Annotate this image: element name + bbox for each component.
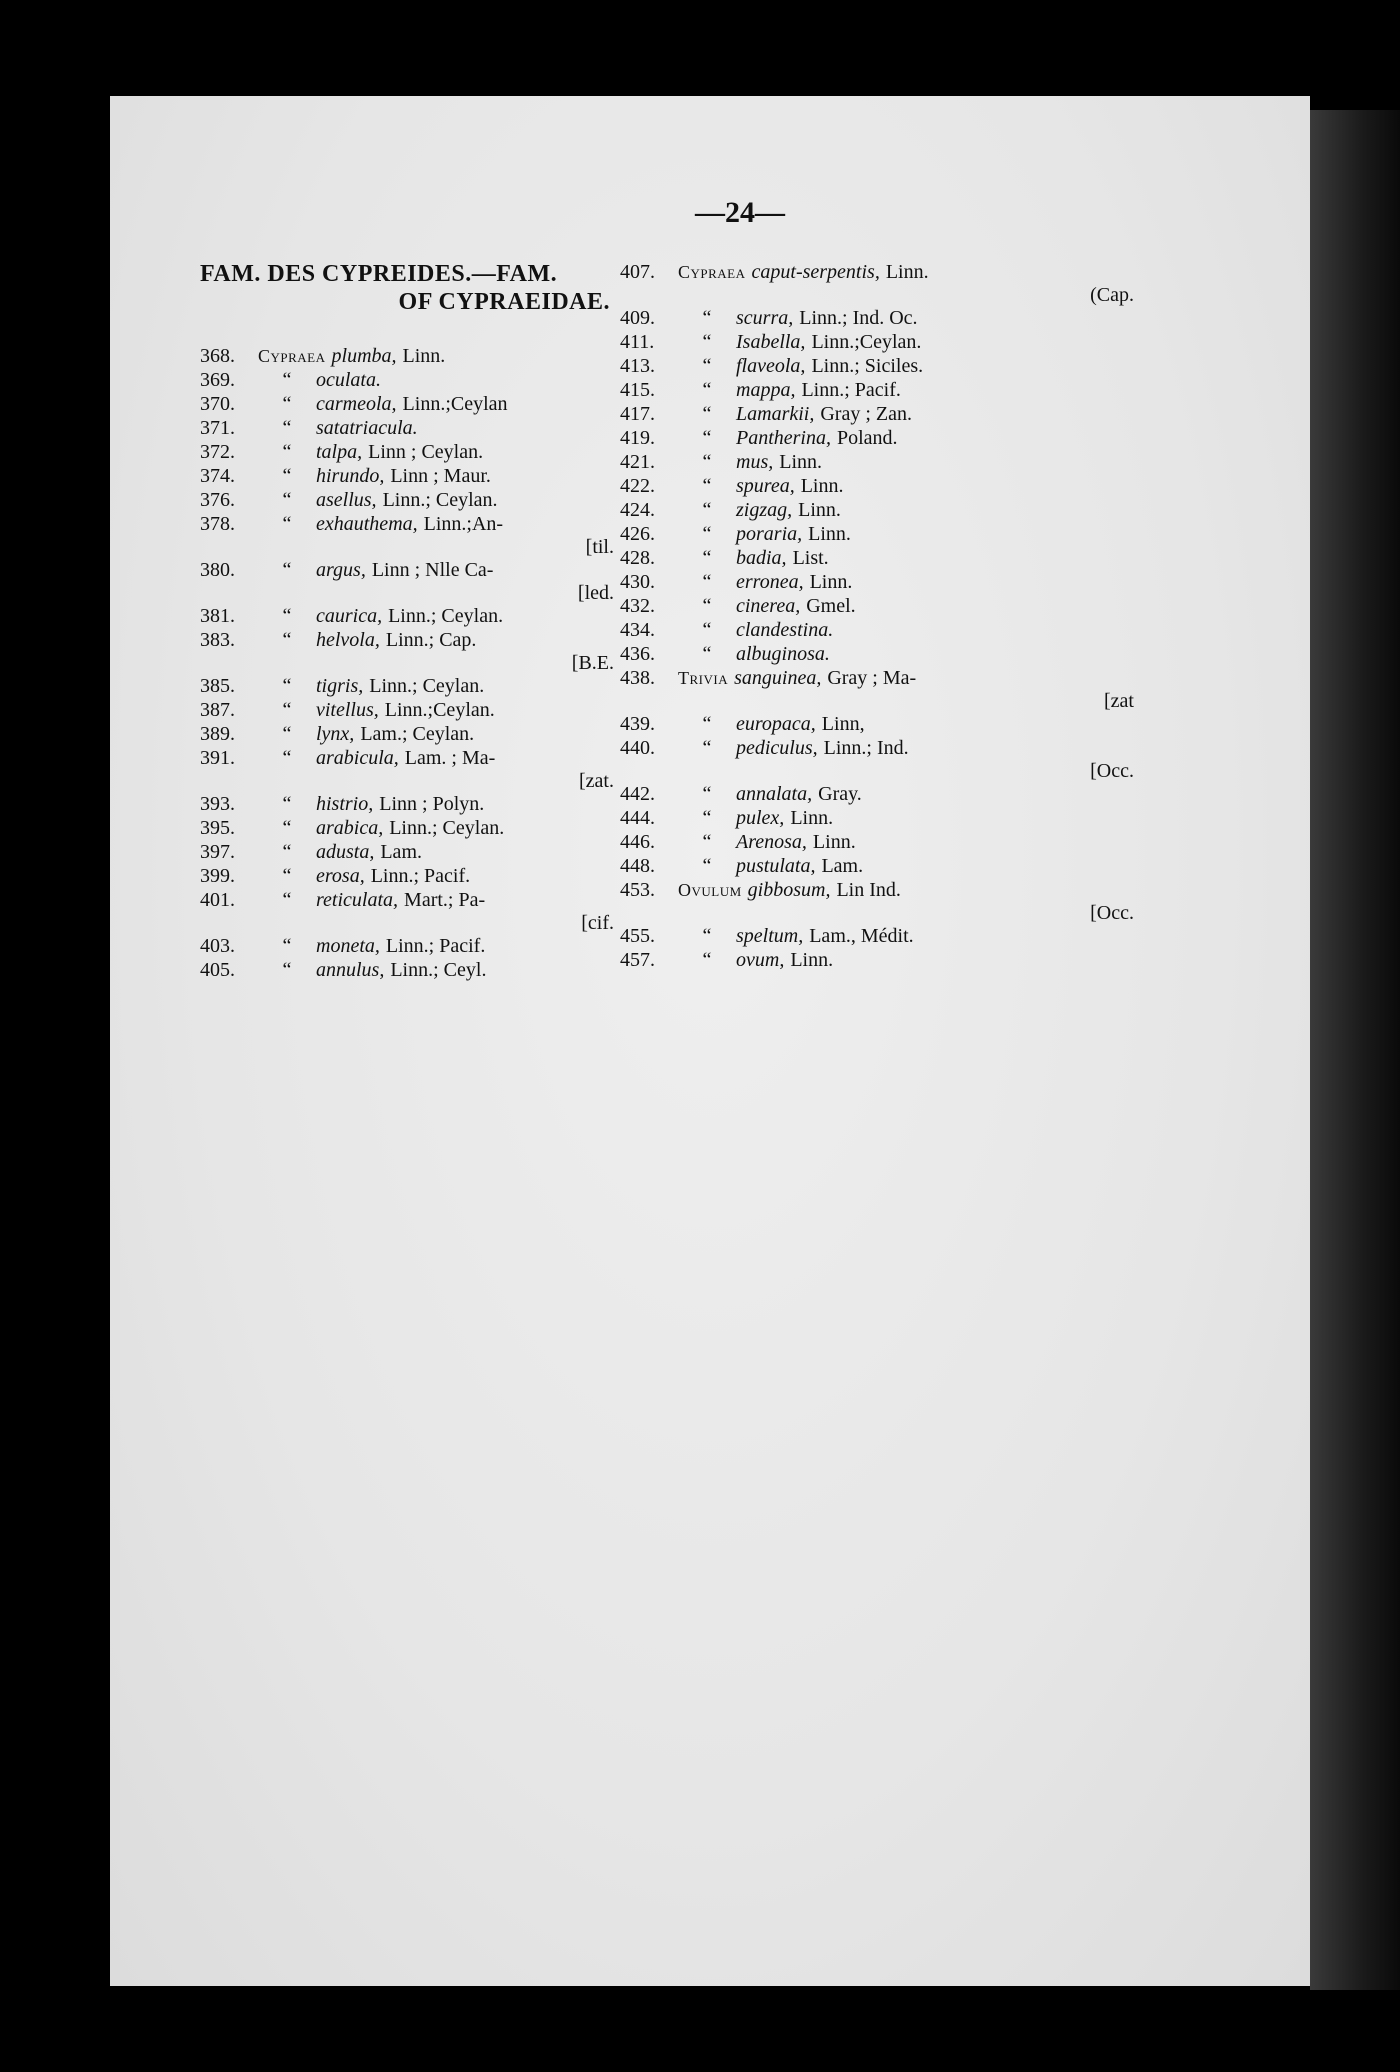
ditto-mark: “ xyxy=(702,499,712,521)
entry-row xyxy=(620,712,1140,736)
authority-locality: Linn. xyxy=(790,807,834,829)
authority-locality: Lam. xyxy=(380,841,422,863)
entry-row xyxy=(200,464,620,488)
species-name: carmeola, xyxy=(316,393,397,415)
entry-number: 421. xyxy=(620,451,655,473)
entry-number: 444. xyxy=(620,807,655,829)
species-name: plumba, xyxy=(331,345,397,367)
continuation-line: [Occ. xyxy=(1090,760,1134,782)
authority-locality: Lam. ; Ma- xyxy=(404,747,496,769)
entry-number: 391. xyxy=(200,747,235,769)
species-name: badia, xyxy=(736,547,787,569)
species-name: reticulata, xyxy=(316,889,399,911)
ditto-mark: “ xyxy=(702,451,712,473)
entry-number: 424. xyxy=(620,499,655,521)
authority-locality: Linn ; Ceylan. xyxy=(368,441,484,463)
entry-number: 393. xyxy=(200,793,235,815)
entry-row xyxy=(620,570,1140,594)
authority-locality: Lam., Médit. xyxy=(809,925,914,947)
species-name: pulex, xyxy=(736,807,785,829)
entry-number: 434. xyxy=(620,619,655,641)
authority-locality: Linn.; Ceylan. xyxy=(389,817,505,839)
entry-number: 383. xyxy=(200,629,235,651)
entry-row xyxy=(620,546,1140,570)
ditto-mark: “ xyxy=(702,713,712,735)
species-name: oculata. xyxy=(316,369,381,391)
entry-row xyxy=(620,924,1140,948)
entry-number: 374. xyxy=(200,465,235,487)
continuation-line: [til. xyxy=(585,536,614,558)
entry-number: 430. xyxy=(620,571,655,593)
entry-row xyxy=(620,736,1140,760)
authority-locality: Linn ; Polyn. xyxy=(379,793,485,815)
entry-row xyxy=(620,948,1140,972)
authority-locality: Gray. xyxy=(818,783,862,805)
entry-row xyxy=(620,522,1140,546)
authority-locality: Lin Ind. xyxy=(836,879,901,901)
entry-row xyxy=(620,402,1140,426)
authority-locality: Linn. xyxy=(800,475,844,497)
species-name: erronea, xyxy=(736,571,804,593)
entry-row xyxy=(200,934,620,958)
authority-locality: Linn.; Ceyl. xyxy=(390,959,487,981)
authority-locality: Mart.; Pa- xyxy=(404,889,486,911)
entry-row xyxy=(200,698,620,722)
entry-number: 411. xyxy=(620,331,655,353)
entry-row xyxy=(200,746,620,770)
entry-row xyxy=(200,392,620,416)
ditto-mark: “ xyxy=(702,475,712,497)
species-name: mappa, xyxy=(736,379,796,401)
species-name: sanguinea, xyxy=(734,667,822,689)
species-name: clandestina. xyxy=(736,619,834,641)
ditto-mark: “ xyxy=(702,331,712,353)
entry-row xyxy=(620,806,1140,830)
species-name: vitellus, xyxy=(316,699,379,721)
authority-locality: Linn.;Ceylan. xyxy=(384,699,495,721)
entry-row xyxy=(620,618,1140,642)
entry-row xyxy=(620,642,1140,666)
ditto-mark: “ xyxy=(282,747,292,769)
entry-number: 369. xyxy=(200,369,235,391)
entry-row xyxy=(200,488,620,512)
heading-line-2: OF CYPRAEIDAE. xyxy=(398,289,610,315)
ditto-mark: “ xyxy=(282,393,292,415)
species-name: europaca, xyxy=(736,713,816,735)
species-name: satatriacula. xyxy=(316,417,418,439)
entry-number: 426. xyxy=(620,523,655,545)
entry-number: 422. xyxy=(620,475,655,497)
ditto-mark: “ xyxy=(702,523,712,545)
entry-row xyxy=(200,512,620,536)
entry-number: 407. xyxy=(620,261,655,283)
entry-number: 401. xyxy=(200,889,235,911)
authority-locality: Linn.; Pacif. xyxy=(385,935,486,957)
entry-number: 399. xyxy=(200,865,235,887)
entry-number: 385. xyxy=(200,675,235,697)
ditto-mark: “ xyxy=(282,369,292,391)
species-name: erosa, xyxy=(316,865,365,887)
entry-number: 395. xyxy=(200,817,235,839)
ditto-mark: “ xyxy=(702,427,712,449)
entry-row xyxy=(200,840,620,864)
ditto-mark: “ xyxy=(702,379,712,401)
entry-number: 439. xyxy=(620,713,655,735)
authority-locality: Linn. xyxy=(809,571,853,593)
species-name: tigris, xyxy=(316,675,364,697)
entry-number: 440. xyxy=(620,737,655,759)
ditto-mark: “ xyxy=(702,831,712,853)
species-name: moneta, xyxy=(316,935,380,957)
species-name: caurica, xyxy=(316,605,383,627)
species-name: spurea, xyxy=(736,475,795,497)
ditto-mark: “ xyxy=(702,807,712,829)
authority-locality: Linn.;Ceylan. xyxy=(811,331,922,353)
continuation-line: (Cap. xyxy=(1090,284,1134,306)
ditto-mark: “ xyxy=(282,675,292,697)
authority-locality: Linn. xyxy=(885,261,929,283)
heading-line-1: FAM. DES CYPREIDES.—FAM. xyxy=(200,261,558,287)
continuation-line: [cif. xyxy=(581,912,614,934)
species-name: lynx, xyxy=(316,723,355,745)
species-name: asellus, xyxy=(316,489,377,511)
book-spine-shadow xyxy=(1310,110,1400,1990)
entry-row xyxy=(200,368,620,392)
authority-locality: Linn. xyxy=(779,451,823,473)
species-name: pustulata, xyxy=(736,855,816,877)
ditto-mark: “ xyxy=(702,949,712,971)
family-heading xyxy=(200,260,620,316)
species-name: adusta, xyxy=(316,841,375,863)
species-name: exhauthema, xyxy=(316,513,418,535)
ditto-mark: “ xyxy=(702,403,712,425)
continuation-line: [B.E. xyxy=(571,652,614,674)
species-name: arabica, xyxy=(316,817,384,839)
entry-number: 413. xyxy=(620,355,655,377)
ditto-mark: “ xyxy=(282,841,292,863)
authority-locality: Linn.; Ceylan. xyxy=(382,489,498,511)
continuation-line: [zat. xyxy=(579,770,614,792)
authority-locality: Linn.; Cap. xyxy=(385,629,477,651)
ditto-mark: “ xyxy=(282,559,292,581)
entry-number: 371. xyxy=(200,417,235,439)
entry-row xyxy=(200,604,620,628)
ditto-mark: “ xyxy=(702,595,712,617)
entry-number: 389. xyxy=(200,723,235,745)
authority-locality: Linn.;Ceylan xyxy=(402,393,508,415)
species-name: argus, xyxy=(316,559,366,581)
ditto-mark: “ xyxy=(702,619,712,641)
species-name: scurra, xyxy=(736,307,794,329)
entry-row xyxy=(620,854,1140,878)
authority-locality: Linn, xyxy=(821,713,865,735)
entry-number: 419. xyxy=(620,427,655,449)
entry-row xyxy=(200,440,620,464)
genus-name: Ovulum xyxy=(678,880,742,900)
ditto-mark: “ xyxy=(282,723,292,745)
authority-locality: Linn. xyxy=(808,523,851,545)
continuation-line: [Occ. xyxy=(1090,902,1134,924)
entry-number: 387. xyxy=(200,699,235,721)
authority-locality: Linn.; Siciles. xyxy=(811,355,924,377)
species-name: arabicula, xyxy=(316,747,399,769)
entry-number: 455. xyxy=(620,925,655,947)
entry-row xyxy=(620,594,1140,618)
authority-locality: Poland. xyxy=(837,427,898,449)
authority-locality: Linn.; Ind. Oc. xyxy=(799,307,918,329)
ditto-mark: “ xyxy=(282,441,292,463)
entry-row xyxy=(200,958,620,982)
authority-locality: Lam.; Ceylan. xyxy=(360,723,475,745)
authority-locality: Linn ; Nlle Ca- xyxy=(371,559,494,581)
entry-number: 376. xyxy=(200,489,235,511)
ditto-mark: “ xyxy=(282,935,292,957)
species-name: talpa, xyxy=(316,441,363,463)
ditto-mark: “ xyxy=(282,889,292,911)
entry-number: 428. xyxy=(620,547,655,569)
authority-locality: Lam. xyxy=(821,855,864,877)
entry-row xyxy=(200,416,620,440)
left-entry-list xyxy=(200,344,620,982)
species-name: Pantherina, xyxy=(736,427,831,449)
left-column xyxy=(200,260,620,982)
ditto-mark: “ xyxy=(702,355,712,377)
species-name: pediculus, xyxy=(736,737,818,759)
entry-row xyxy=(200,674,620,698)
ditto-mark: “ xyxy=(282,793,292,815)
entry-number: 397. xyxy=(200,841,235,863)
species-name: helvola, xyxy=(316,629,380,651)
entry-number: 380. xyxy=(200,559,235,581)
entry-row xyxy=(620,426,1140,450)
species-name: speltum, xyxy=(736,925,804,947)
entry-number: 378. xyxy=(200,513,235,535)
genus-name: Cypraea xyxy=(678,262,746,282)
authority-locality: Linn. xyxy=(402,345,446,367)
ditto-mark: “ xyxy=(282,959,292,981)
species-name: Isabella, xyxy=(736,331,806,353)
ditto-mark: “ xyxy=(282,465,292,487)
entry-row xyxy=(200,888,620,912)
entry-row xyxy=(620,450,1140,474)
entry-number: 381. xyxy=(200,605,235,627)
species-name: poraria, xyxy=(736,523,803,545)
species-name: Arenosa, xyxy=(736,831,807,853)
entry-number: 446. xyxy=(620,831,655,853)
entry-row xyxy=(200,816,620,840)
entry-row xyxy=(620,878,1140,902)
species-name: hirundo, xyxy=(316,465,385,487)
entry-number: 432. xyxy=(620,595,655,617)
entry-number: 415. xyxy=(620,379,655,401)
species-name: Lamarkii, xyxy=(736,403,815,425)
ditto-mark: “ xyxy=(702,855,712,877)
entry-number: 403. xyxy=(200,935,235,957)
authority-locality: Linn.; Pacif. xyxy=(801,379,901,401)
right-column xyxy=(620,260,1140,972)
entry-row xyxy=(200,792,620,816)
ditto-mark: “ xyxy=(702,571,712,593)
entry-number: 453. xyxy=(620,879,655,901)
ditto-mark: “ xyxy=(282,489,292,511)
entry-row xyxy=(620,330,1140,354)
species-name: caput-serpentis, xyxy=(751,261,880,283)
ditto-mark: “ xyxy=(282,865,292,887)
entry-row xyxy=(200,558,620,582)
continuation-line: [zat xyxy=(1104,690,1134,712)
ditto-mark: “ xyxy=(282,699,292,721)
authority-locality: Linn.; Pacif. xyxy=(370,865,471,887)
species-name: albuginosa. xyxy=(736,643,830,665)
species-name: histrio, xyxy=(316,793,374,815)
species-name: flaveola, xyxy=(736,355,806,377)
ditto-mark: “ xyxy=(702,307,712,329)
entry-row xyxy=(620,666,1140,690)
authority-locality: Linn.; Ceylan. xyxy=(369,675,485,697)
continuation-line: [led. xyxy=(577,582,614,604)
ditto-mark: “ xyxy=(702,925,712,947)
authority-locality: Linn.;An- xyxy=(423,513,504,535)
ditto-mark: “ xyxy=(702,547,712,569)
entry-number: 372. xyxy=(200,441,235,463)
page-number: —24— xyxy=(695,196,785,229)
entry-number: 457. xyxy=(620,949,655,971)
ditto-mark: “ xyxy=(282,605,292,627)
authority-locality: List. xyxy=(792,547,829,569)
entry-row xyxy=(620,260,1140,284)
entry-number: 438. xyxy=(620,667,655,689)
ditto-mark: “ xyxy=(702,783,712,805)
species-name: mus, xyxy=(736,451,774,473)
entry-row xyxy=(620,830,1140,854)
species-name: cinerea, xyxy=(736,595,801,617)
ditto-mark: “ xyxy=(702,737,712,759)
entry-number: 442. xyxy=(620,783,655,805)
authority-locality: Linn. xyxy=(798,499,841,521)
entry-number: 370. xyxy=(200,393,235,415)
species-name: gibbosum, xyxy=(747,879,831,901)
entry-number: 405. xyxy=(200,959,235,981)
entry-row xyxy=(620,782,1140,806)
authority-locality: Linn. xyxy=(790,949,834,971)
authority-locality: Gmel. xyxy=(806,595,856,617)
genus-name: Cypraea xyxy=(258,346,326,366)
entry-number: 417. xyxy=(620,403,655,425)
entry-row xyxy=(620,498,1140,522)
entry-row xyxy=(620,306,1140,330)
ditto-mark: “ xyxy=(282,817,292,839)
entry-row xyxy=(200,722,620,746)
entry-row xyxy=(200,628,620,652)
authority-locality: Linn ; Maur. xyxy=(390,465,491,487)
ditto-mark: “ xyxy=(282,417,292,439)
ditto-mark: “ xyxy=(282,629,292,651)
authority-locality: Gray ; Zan. xyxy=(820,403,912,425)
right-entry-list xyxy=(620,260,1140,972)
entry-row xyxy=(200,344,620,368)
species-name: annalata, xyxy=(736,783,813,805)
authority-locality: Linn.; Ceylan. xyxy=(388,605,504,627)
species-name: annulus, xyxy=(316,959,385,981)
entry-number: 409. xyxy=(620,307,655,329)
authority-locality: Linn. xyxy=(812,831,856,853)
ditto-mark: “ xyxy=(282,513,292,535)
genus-name: Trivia xyxy=(678,668,729,688)
ditto-mark: “ xyxy=(702,643,712,665)
entry-row xyxy=(620,474,1140,498)
entry-row xyxy=(200,864,620,888)
entry-row xyxy=(620,378,1140,402)
species-name: zigzag, xyxy=(736,499,793,521)
authority-locality: Linn.; Ind. xyxy=(823,737,909,759)
entry-number: 448. xyxy=(620,855,655,877)
entry-number: 436. xyxy=(620,643,655,665)
species-name: ovum, xyxy=(736,949,785,971)
entry-number: 368. xyxy=(200,345,235,367)
authority-locality: Gray ; Ma- xyxy=(827,667,917,689)
entry-row xyxy=(620,354,1140,378)
